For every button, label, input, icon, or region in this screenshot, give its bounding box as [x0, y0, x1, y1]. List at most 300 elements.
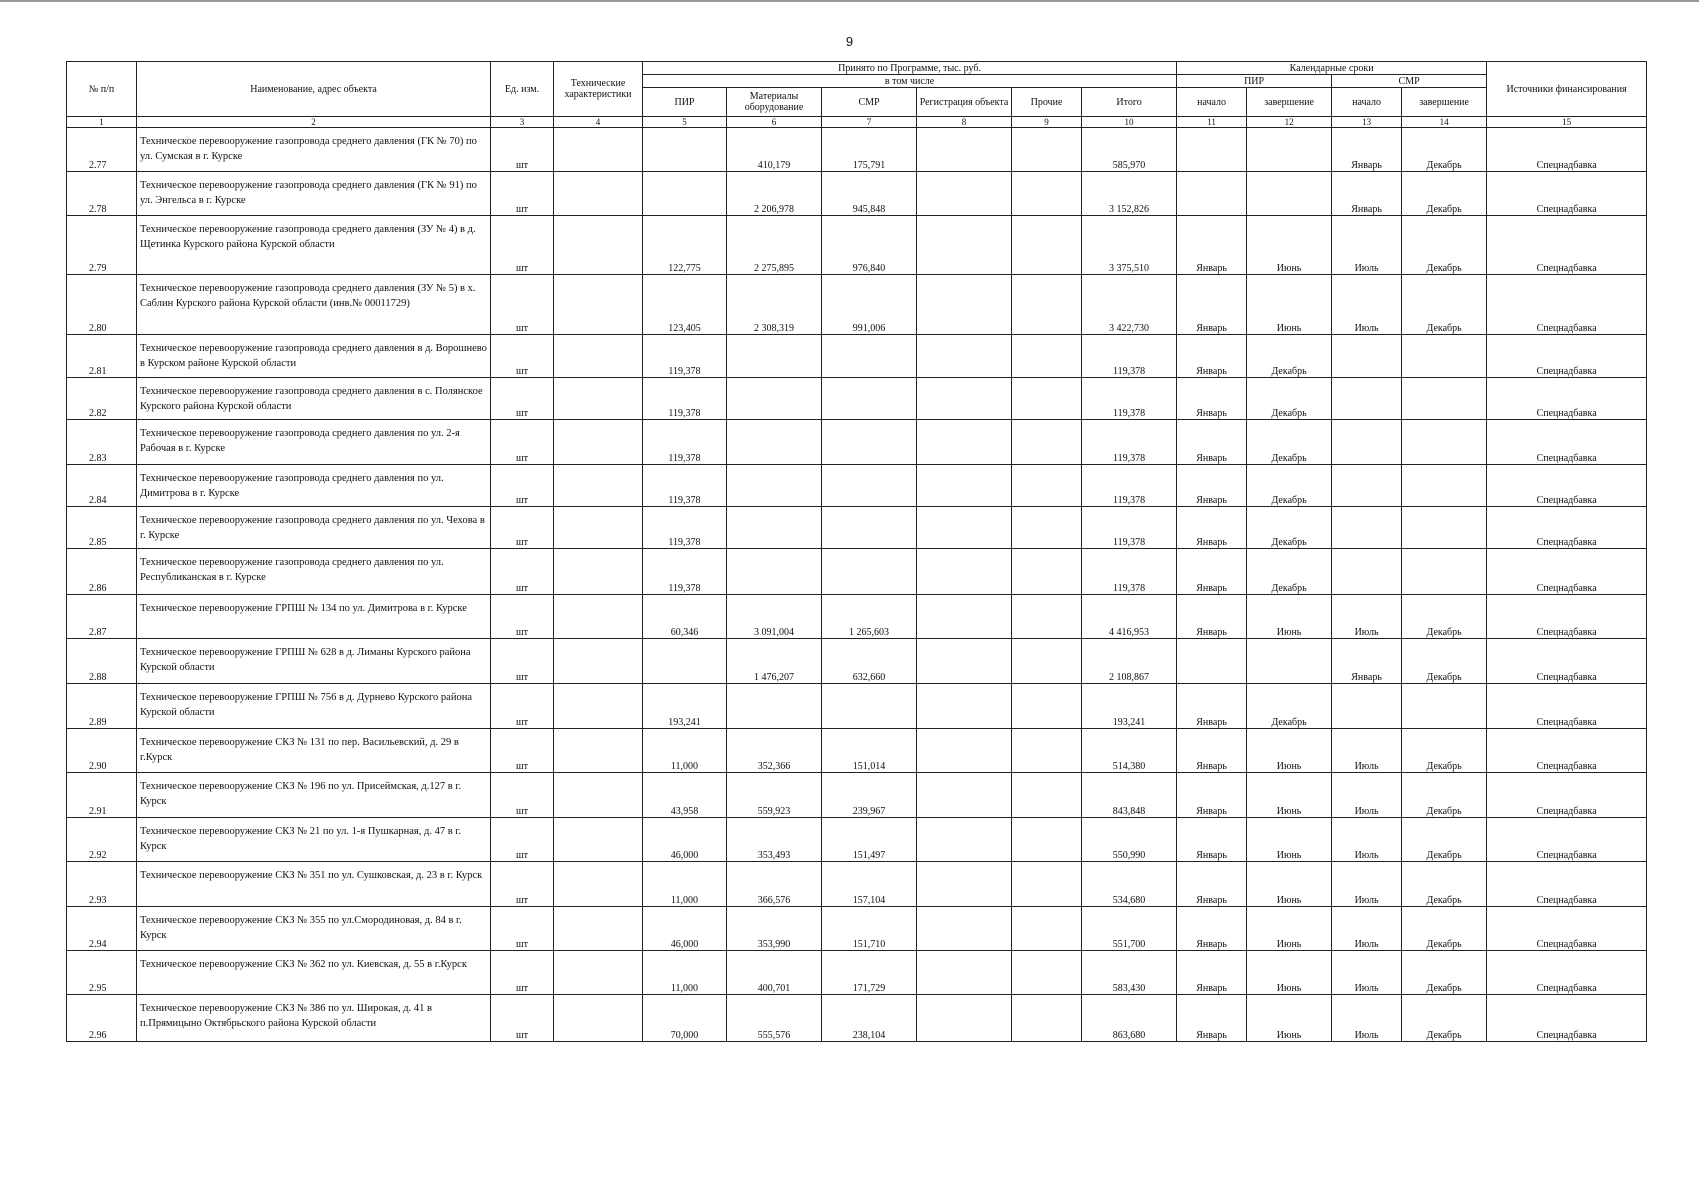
table-cell-smr-start: Июль [1332, 216, 1402, 275]
column-number: 11 [1177, 117, 1247, 128]
table-cell-total: 514,380 [1082, 729, 1177, 773]
header-tech: Технические характеристики [554, 62, 643, 117]
header-smr-start: начало [1332, 88, 1402, 117]
table-cell-smr-start: Июль [1332, 773, 1402, 818]
table-cell-pir-end: Декабрь [1247, 465, 1332, 507]
table-cell-unit: шт [491, 862, 554, 907]
table-row [67, 420, 1647, 465]
table-cell-materials: 352,366 [727, 729, 822, 773]
table-cell-materials: 2 275,895 [727, 216, 822, 275]
table-cell-registration [917, 951, 1012, 995]
table-cell-registration [917, 862, 1012, 907]
table-cell-total: 4 416,953 [1082, 595, 1177, 639]
table-cell-num: 2.91 [67, 773, 137, 818]
table-cell-unit: шт [491, 773, 554, 818]
table-cell-source: Спецнадбавка [1487, 862, 1647, 907]
table-cell-pir-start [1177, 128, 1247, 172]
table-cell-pir-end: Июнь [1247, 907, 1332, 951]
table-cell-materials [727, 684, 822, 729]
table-cell-materials: 400,701 [727, 951, 822, 995]
table-cell-unit: шт [491, 684, 554, 729]
table-cell-smr-start: Июль [1332, 951, 1402, 995]
table-cell-other [1012, 465, 1082, 507]
table-cell-num: 2.90 [67, 729, 137, 773]
table-cell-pir-start: Январь [1177, 507, 1247, 549]
table-cell-pir-start: Январь [1177, 907, 1247, 951]
column-number: 6 [727, 117, 822, 128]
table-cell-pir-start: Январь [1177, 773, 1247, 818]
table-cell-pir-end: Декабрь [1247, 684, 1332, 729]
table-cell-tech [554, 995, 643, 1042]
table-cell-registration [917, 507, 1012, 549]
table-cell-materials: 3 091,004 [727, 595, 822, 639]
table-cell-total: 2 108,867 [1082, 639, 1177, 684]
table-cell-materials: 2 308,319 [727, 275, 822, 335]
header-calendar: Календарные сроки [1177, 62, 1487, 75]
table-cell-smr-end: Декабрь [1402, 951, 1487, 995]
table-cell-source: Спецнадбавка [1487, 639, 1647, 684]
table-cell-total: 583,430 [1082, 951, 1177, 995]
table-cell-pir-start: Январь [1177, 595, 1247, 639]
table-cell-other [1012, 995, 1082, 1042]
table-cell-unit: шт [491, 378, 554, 420]
table-cell-pir: 119,378 [643, 378, 727, 420]
table-cell-source: Спецнадбавка [1487, 773, 1647, 818]
table-cell-name: Техническое перевооружение газопровода среднего давления по ул. Республиканская в г. Курске [137, 549, 491, 595]
table-cell-other [1012, 595, 1082, 639]
table-cell-name: Техническое перевооружение газопровода среднего давления (ЗУ № 5) в х. Саблин Курского района Курской области (инв.№ 00011729) [137, 275, 491, 335]
table-cell-smr-end [1402, 420, 1487, 465]
column-number: 9 [1012, 117, 1082, 128]
table-cell-num: 2.93 [67, 862, 137, 907]
table-cell-smr-end [1402, 549, 1487, 595]
table-cell-total: 585,970 [1082, 128, 1177, 172]
column-number: 13 [1332, 117, 1402, 128]
table-cell-pir: 11,000 [643, 729, 727, 773]
table-cell-total: 119,378 [1082, 378, 1177, 420]
table-row [67, 275, 1647, 335]
table-cell-smr-end: Декабрь [1402, 862, 1487, 907]
table-cell-smr-start [1332, 465, 1402, 507]
table-cell-smr: 1 265,603 [822, 595, 917, 639]
table-cell-source: Спецнадбавка [1487, 378, 1647, 420]
table-cell-name: Техническое перевооружение газопровода среднего давления по ул. 2-я Рабочая в г. Курске [137, 420, 491, 465]
table-cell-name: Техническое перевооружение газопровода среднего давления по ул. Чехова в г. Курске [137, 507, 491, 549]
table-cell-unit: шт [491, 507, 554, 549]
table-cell-pir-start: Январь [1177, 420, 1247, 465]
table-cell-pir-start: Январь [1177, 216, 1247, 275]
table-cell-smr: 151,710 [822, 907, 917, 951]
table-cell-source: Спецнадбавка [1487, 907, 1647, 951]
table-cell-materials: 2 206,978 [727, 172, 822, 216]
table-cell-other [1012, 378, 1082, 420]
table-cell-smr-start [1332, 378, 1402, 420]
table-cell-unit: шт [491, 818, 554, 862]
header-pir-end: завершение [1247, 88, 1332, 117]
column-number: 14 [1402, 117, 1487, 128]
table-cell-pir-end: Декабрь [1247, 507, 1332, 549]
table-cell-other [1012, 684, 1082, 729]
table-cell-smr-start: Июль [1332, 995, 1402, 1042]
table-cell-num: 2.94 [67, 907, 137, 951]
header-pir-start: начало [1177, 88, 1247, 117]
table-cell-unit: шт [491, 549, 554, 595]
table-cell-materials: 555,576 [727, 995, 822, 1042]
table-cell-smr-end [1402, 684, 1487, 729]
table-cell-unit: шт [491, 465, 554, 507]
table-cell-smr: 171,729 [822, 951, 917, 995]
table-cell-materials [727, 465, 822, 507]
table-cell-smr [822, 420, 917, 465]
table-cell-pir-start: Январь [1177, 818, 1247, 862]
table-cell-registration [917, 684, 1012, 729]
scan-edge-line [0, 0, 1699, 2]
table-cell-name: Техническое перевооружение СКЗ № 196 по ул. Присеймская, д.127 в г. Курск [137, 773, 491, 818]
table-cell-pir-start: Январь [1177, 549, 1247, 595]
table-cell-total: 119,378 [1082, 507, 1177, 549]
table-cell-smr-start: Июль [1332, 907, 1402, 951]
table-cell-num: 2.81 [67, 335, 137, 378]
table-cell-name: Техническое перевооружение СКЗ № 351 по ул. Сушковская, д. 23 в г. Курск [137, 862, 491, 907]
table-cell-pir-start: Январь [1177, 465, 1247, 507]
table-cell-other [1012, 507, 1082, 549]
table-cell-name: Техническое перевооружение газопровода среднего давления по ул. Димитрова в г. Курске [137, 465, 491, 507]
table-cell-smr-start: Июль [1332, 729, 1402, 773]
table-cell-registration [917, 639, 1012, 684]
table-cell-name: Техническое перевооружение СКЗ № 21 по ул. 1-я Пушкарная, д. 47 в г. Курск [137, 818, 491, 862]
header-pir: ПИР [643, 88, 727, 117]
table-cell-total: 193,241 [1082, 684, 1177, 729]
table-cell-tech [554, 818, 643, 862]
table-cell-name: Техническое перевооружение СКЗ № 355 по ул.Смородиновая, д. 84 в г. Курск [137, 907, 491, 951]
table-row [67, 128, 1647, 172]
table-cell-pir: 43,958 [643, 773, 727, 818]
table-cell-registration [917, 729, 1012, 773]
table-cell-total: 3 422,730 [1082, 275, 1177, 335]
table-cell-pir: 11,000 [643, 862, 727, 907]
table-cell-name: Техническое перевооружение ГРПШ № 756 в д. Дурнево Курского района Курской области [137, 684, 491, 729]
column-number: 2 [137, 117, 491, 128]
table-cell-smr: 175,791 [822, 128, 917, 172]
table-cell-num: 2.95 [67, 951, 137, 995]
table-cell-smr-end: Декабрь [1402, 773, 1487, 818]
table-cell-name: Техническое перевооружение СКЗ № 386 по ул. Широкая, д. 41 в п.Прямицыно Октябрьского района Курской области [137, 995, 491, 1042]
table-cell-num: 2.80 [67, 275, 137, 335]
table-cell-total: 119,378 [1082, 465, 1177, 507]
table-cell-other [1012, 172, 1082, 216]
table-cell-total: 119,378 [1082, 549, 1177, 595]
table-row [67, 216, 1647, 275]
table-cell-pir: 193,241 [643, 684, 727, 729]
table-row [67, 995, 1647, 1042]
table-cell-smr-end: Декабрь [1402, 128, 1487, 172]
header-accepted: Принято по Программе, тыс. руб. [643, 62, 1177, 75]
column-number: 1 [67, 117, 137, 128]
table-cell-tech [554, 639, 643, 684]
table-cell-registration [917, 216, 1012, 275]
header-smr: СМР [822, 88, 917, 117]
table-cell-num: 2.78 [67, 172, 137, 216]
table-cell-pir-start: Январь [1177, 335, 1247, 378]
table-cell-smr [822, 465, 917, 507]
table-cell-source: Спецнадбавка [1487, 684, 1647, 729]
table-cell-materials: 559,923 [727, 773, 822, 818]
table-cell-materials: 353,990 [727, 907, 822, 951]
table-cell-smr [822, 684, 917, 729]
table-cell-smr-start [1332, 335, 1402, 378]
table-cell-pir-end: Июнь [1247, 729, 1332, 773]
table-row [67, 378, 1647, 420]
column-number: 4 [554, 117, 643, 128]
table-cell-total: 863,680 [1082, 995, 1177, 1042]
column-number: 8 [917, 117, 1012, 128]
table-cell-unit: шт [491, 951, 554, 995]
table-cell-tech [554, 907, 643, 951]
table-cell-smr-start: Июль [1332, 275, 1402, 335]
table-cell-materials: 410,179 [727, 128, 822, 172]
header-name: Наименование, адрес объекта [137, 62, 491, 117]
table-row [67, 172, 1647, 216]
table-cell-other [1012, 729, 1082, 773]
table-cell-pir: 119,378 [643, 420, 727, 465]
table-cell-pir: 60,346 [643, 595, 727, 639]
table-cell-tech [554, 684, 643, 729]
table-cell-smr: 945,848 [822, 172, 917, 216]
table-cell-pir-start [1177, 639, 1247, 684]
header-num: № п/п [67, 62, 137, 117]
table-cell-registration [917, 907, 1012, 951]
table-cell-total: 534,680 [1082, 862, 1177, 907]
table-cell-smr-start [1332, 507, 1402, 549]
table-cell-smr-end: Декабрь [1402, 729, 1487, 773]
table-cell-smr [822, 335, 917, 378]
table-cell-unit: шт [491, 275, 554, 335]
table-cell-materials [727, 420, 822, 465]
table-cell-pir-end: Июнь [1247, 275, 1332, 335]
table-row [67, 862, 1647, 907]
table-cell-pir-end: Июнь [1247, 818, 1332, 862]
table-cell-num: 2.92 [67, 818, 137, 862]
table-cell-other [1012, 773, 1082, 818]
table-cell-smr-start [1332, 684, 1402, 729]
table-cell-registration [917, 773, 1012, 818]
table-cell-smr-end [1402, 335, 1487, 378]
program-table [66, 61, 1647, 1042]
table-row [67, 773, 1647, 818]
column-number: 7 [822, 117, 917, 128]
table-cell-registration [917, 995, 1012, 1042]
table-cell-pir: 70,000 [643, 995, 727, 1042]
table-cell-smr-end: Декабрь [1402, 818, 1487, 862]
table-cell-name: Техническое перевооружение газопровода среднего давления в с. Полянское Курского района Курской области [137, 378, 491, 420]
table-cell-pir-end: Декабрь [1247, 420, 1332, 465]
table-cell-other [1012, 275, 1082, 335]
table-row [67, 818, 1647, 862]
table-cell-smr: 239,967 [822, 773, 917, 818]
table-cell-source: Спецнадбавка [1487, 128, 1647, 172]
table-cell-source: Спецнадбавка [1487, 465, 1647, 507]
table-cell-pir-end: Декабрь [1247, 549, 1332, 595]
table-cell-pir-end: Июнь [1247, 216, 1332, 275]
table-cell-other [1012, 335, 1082, 378]
table-cell-smr-end [1402, 378, 1487, 420]
table-cell-source: Спецнадбавка [1487, 818, 1647, 862]
table-cell-smr-start: Июль [1332, 818, 1402, 862]
table-body [67, 128, 1647, 1042]
column-number: 12 [1247, 117, 1332, 128]
header-total: Итого [1082, 88, 1177, 117]
table-cell-smr [822, 378, 917, 420]
table-cell-tech [554, 275, 643, 335]
table-cell-other [1012, 907, 1082, 951]
table-cell-tech [554, 507, 643, 549]
header-sources: Источники финансирования [1487, 62, 1647, 117]
table-cell-other [1012, 862, 1082, 907]
table-cell-num: 2.86 [67, 549, 137, 595]
table-cell-smr-start [1332, 420, 1402, 465]
table-cell-num: 2.77 [67, 128, 137, 172]
table-cell-smr: 157,104 [822, 862, 917, 907]
table-cell-unit: шт [491, 335, 554, 378]
table-cell-tech [554, 216, 643, 275]
table-cell-pir-end: Декабрь [1247, 335, 1332, 378]
column-number: 15 [1487, 117, 1647, 128]
table-cell-registration [917, 549, 1012, 595]
table-cell-pir: 46,000 [643, 907, 727, 951]
table-cell-name: Техническое перевооружение газопровода среднего давления (ЗУ № 4) в д. Щетинка Курского района Курской области [137, 216, 491, 275]
table-cell-num: 2.83 [67, 420, 137, 465]
table-cell-smr-end: Декабрь [1402, 216, 1487, 275]
table-cell-tech [554, 128, 643, 172]
table-cell-total: 3 152,826 [1082, 172, 1177, 216]
table-cell-name: Техническое перевооружение СКЗ № 362 по ул. Киевская, д. 55 в г.Курск [137, 951, 491, 995]
table-cell-registration [917, 420, 1012, 465]
table-cell-materials [727, 335, 822, 378]
table-cell-pir-start: Январь [1177, 729, 1247, 773]
table-cell-tech [554, 773, 643, 818]
table-cell-total: 551,700 [1082, 907, 1177, 951]
header-unit: Ед. изм. [491, 62, 554, 117]
table-row [67, 729, 1647, 773]
table-row [67, 951, 1647, 995]
table-cell-total: 119,378 [1082, 420, 1177, 465]
table-cell-pir-start: Январь [1177, 995, 1247, 1042]
table-cell-num: 2.87 [67, 595, 137, 639]
table-cell-smr-start: Июль [1332, 595, 1402, 639]
column-number: 10 [1082, 117, 1177, 128]
table-cell-smr-start: Январь [1332, 128, 1402, 172]
table-cell-tech [554, 335, 643, 378]
table-cell-num: 2.84 [67, 465, 137, 507]
column-number-row [67, 117, 1647, 128]
table-cell-tech [554, 549, 643, 595]
table-cell-registration [917, 275, 1012, 335]
table-cell-name: Техническое перевооружение СКЗ № 131 по пер. Васильевский, д. 29 в г.Курск [137, 729, 491, 773]
table-cell-tech [554, 378, 643, 420]
table-cell-num: 2.89 [67, 684, 137, 729]
table-cell-tech [554, 420, 643, 465]
table-cell-smr: 632,660 [822, 639, 917, 684]
table-cell-pir-end: Июнь [1247, 951, 1332, 995]
table-cell-smr [822, 549, 917, 595]
header-cal-pir: ПИР [1177, 75, 1332, 88]
table-cell-smr-end: Декабрь [1402, 907, 1487, 951]
table-cell-pir-start: Январь [1177, 951, 1247, 995]
table-cell-smr-start: Январь [1332, 639, 1402, 684]
table-cell-tech [554, 729, 643, 773]
table-cell-smr-start: Июль [1332, 862, 1402, 907]
table-row [67, 507, 1647, 549]
table-cell-total: 119,378 [1082, 335, 1177, 378]
table-cell-materials: 1 476,207 [727, 639, 822, 684]
table-row [67, 595, 1647, 639]
header-including: в том числе [643, 75, 1177, 88]
table-cell-tech [554, 862, 643, 907]
table-cell-smr: 151,497 [822, 818, 917, 862]
header-other: Прочие [1012, 88, 1082, 117]
table-cell-pir: 11,000 [643, 951, 727, 995]
table-cell-unit: шт [491, 907, 554, 951]
table-cell-total: 3 375,510 [1082, 216, 1177, 275]
table-cell-unit: шт [491, 128, 554, 172]
table-cell-tech [554, 595, 643, 639]
table-cell-pir [643, 172, 727, 216]
table-cell-unit: шт [491, 595, 554, 639]
table-cell-smr-end: Декабрь [1402, 995, 1487, 1042]
column-number: 5 [643, 117, 727, 128]
column-number: 3 [491, 117, 554, 128]
table-cell-pir: 123,405 [643, 275, 727, 335]
table-cell-name: Техническое перевооружение ГРПШ № 134 по ул. Димитрова в г. Курске [137, 595, 491, 639]
table-cell-pir: 119,378 [643, 465, 727, 507]
table-cell-other [1012, 818, 1082, 862]
table-cell-source: Спецнадбавка [1487, 335, 1647, 378]
table-cell-pir: 119,378 [643, 549, 727, 595]
table-cell-registration [917, 172, 1012, 216]
table-cell-smr-end: Декабрь [1402, 639, 1487, 684]
table-cell-registration [917, 378, 1012, 420]
table-cell-pir-end [1247, 172, 1332, 216]
table-cell-pir-end [1247, 639, 1332, 684]
table-cell-pir-end: Декабрь [1247, 378, 1332, 420]
table-cell-num: 2.88 [67, 639, 137, 684]
table-cell-materials: 353,493 [727, 818, 822, 862]
table-cell-smr: 991,006 [822, 275, 917, 335]
table-cell-source: Спецнадбавка [1487, 216, 1647, 275]
table-cell-smr: 151,014 [822, 729, 917, 773]
table-cell-smr [822, 507, 917, 549]
table-cell-pir [643, 639, 727, 684]
table-cell-source: Спецнадбавка [1487, 420, 1647, 465]
table-cell-source: Спецнадбавка [1487, 275, 1647, 335]
table-cell-pir-end: Июнь [1247, 995, 1332, 1042]
table-row [67, 639, 1647, 684]
table-cell-registration [917, 818, 1012, 862]
header-materials: Материалы оборудование [727, 88, 822, 117]
table-cell-other [1012, 951, 1082, 995]
table-cell-pir [643, 128, 727, 172]
table-cell-materials: 366,576 [727, 862, 822, 907]
table-cell-registration [917, 465, 1012, 507]
table-cell-source: Спецнадбавка [1487, 172, 1647, 216]
table-cell-registration [917, 595, 1012, 639]
table-cell-name: Техническое перевооружение ГРПШ № 628 в д. Лиманы Курского района Курской области [137, 639, 491, 684]
table-cell-name: Техническое перевооружение газопровода среднего давления (ГК № 70) по ул. Сумская в г. Курске [137, 128, 491, 172]
table-cell-smr-end: Декабрь [1402, 595, 1487, 639]
table-cell-name: Техническое перевооружение газопровода среднего давления (ГК № 91) по ул. Энгельса в г. Курске [137, 172, 491, 216]
table-row [67, 907, 1647, 951]
table-cell-pir-end: Июнь [1247, 595, 1332, 639]
